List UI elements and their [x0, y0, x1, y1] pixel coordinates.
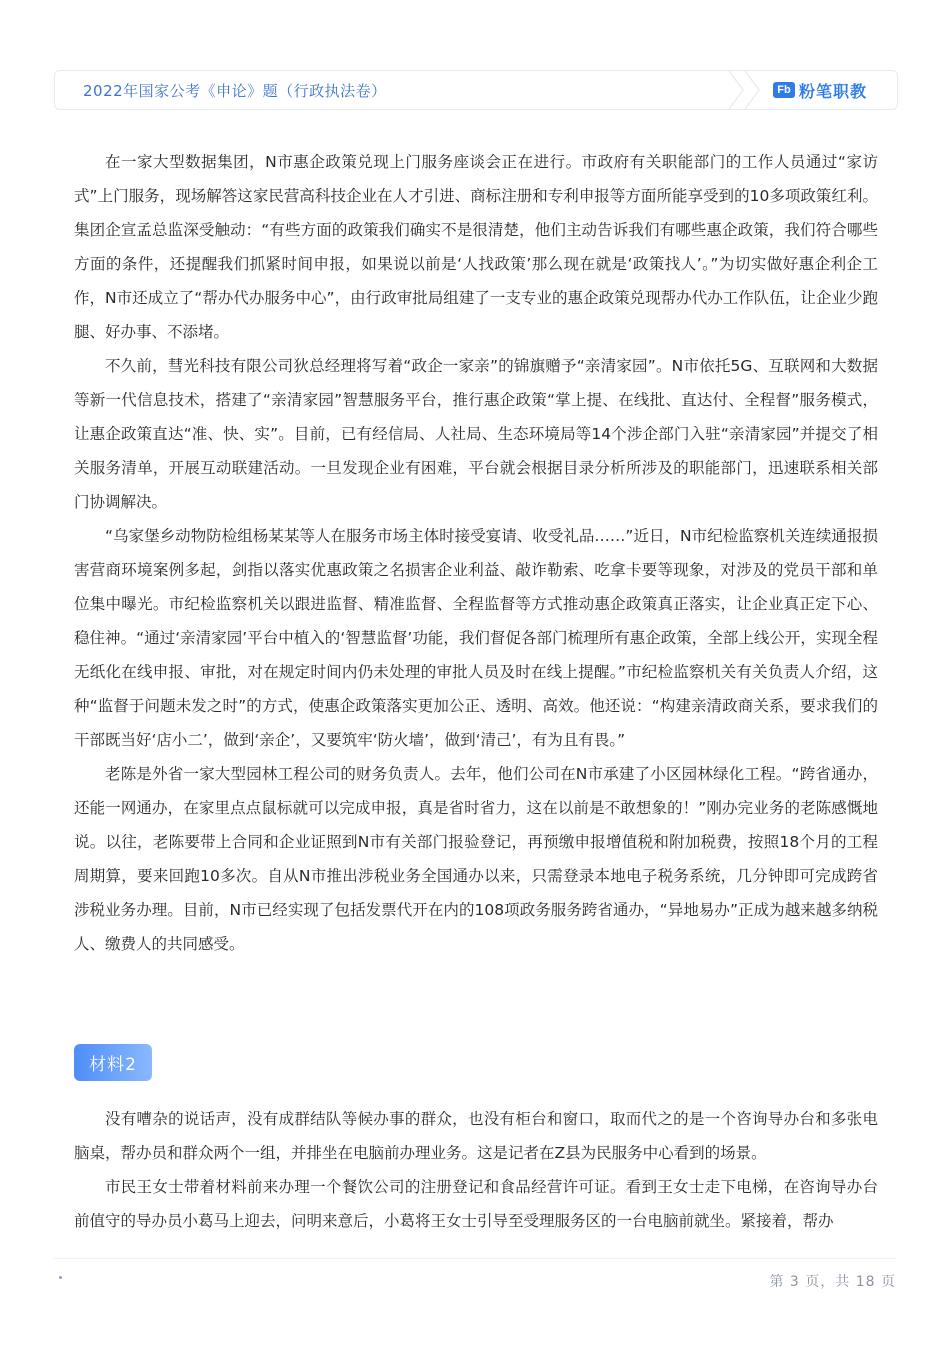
page-number: 第 3 页，共 18 页 — [769, 1274, 896, 1290]
chevron-divider-icon — [723, 71, 773, 109]
header-title: 2022年国家公考《申论》题（行政执法卷） — [83, 82, 387, 100]
brand-logo — [773, 77, 867, 103]
paragraph: 不久前，彗光科技有限公司狄总经理将写着“政企一家亲”的锦旗赠予“亲清家园”。N市依托5G、互联网和大数据等新一代信息技术，搭建了“亲清家园”智慧服务平台，推行惠企政策“掌上提、在线批、直达付、全程督”服务模式，让惠企政策直达“准、快、实”。目前，已有经信局、人社局、生态环境局等14个涉企部门入驻“亲清家园”并提交了相关服务清单，开展互动联建活动。一旦发现企业有困难，平台就会根据目录分析所涉及的职能部门，迅速联系相关部门协调解决。 — [74, 357, 878, 511]
material-2-tag: 材料2 — [74, 1044, 152, 1081]
paragraph: 在一家大型数据集团，N市惠企政策兑现上门服务座谈会正在进行。市政府有关职能部门的工作人员通过“家访式”上门服务，现场解答这家民营高科技企业在人才引进、商标注册和专利申报等方面所能享受到的10多项政策红利。集团企宣孟总监深受触动：“有些方面的政策我们确实不是很清楚，他们主动告诉我们有哪些惠企政策，我们符合哪些方面的条件，还提醒我们抓紧时间申报，如果说以前是‘人找政策’那么现在就是‘政策找人’。”为切实做好惠企利企工作，N市还成立了“帮办代办服务中心”，由行政审批局组建了一支专业的惠企政策兑现帮办代办工作队伍，让企业少跑腿、好办事、不添堵。 — [74, 153, 878, 341]
footer-divider — [54, 1258, 896, 1259]
paragraph: “乌家堡乡动物防检组杨某某等人在服务市场主体时接受宴请、收受礼品……”近日，N市纪检监察机关连续通报损害营商环境案例多起，剑指以落实优惠政策之名损害企业利益、敲诈勒索、吃拿卡要等现象，对涉及的党员干部和单位集中曝光。市纪检监察机关以跟进监督、精准监督、全程监督等方式推动惠企政策真正落实，让企业真正定下心、稳住神。“通过‘亲清家园’平台中植入的‘智慧监督’功能，我们督促各部门梳理所有惠企政策，全部上线公开，实现全程无纸化在线申报、审批，对在规定时间内仍未处理的审批人员及时在线上提醒。”市纪检监察机关有关负责人介绍，这种“监督于问题未发之时”的方式，使惠企政策落实更加公正、透明、高效。他还说：“构建亲清政商关系，要求我们的干部既当好‘店小二’，做到‘亲企’，又要筑牢‘防火墙’，做到‘清己’，有为且有畏。” — [74, 527, 878, 749]
brand-logo-icon: Fb — [773, 82, 795, 98]
paragraph: 没有嘈杂的说话声，没有成群结队等候办事的群众，也没有柜台和窗口，取而代之的是一个咨询导办台和多张电脑桌，帮办员和群众两个一组，并排坐在电脑前办理业务。这是记者在Z县为民服务中心看到的场景。 — [74, 1110, 878, 1162]
footer-dot — [59, 1276, 62, 1279]
material-2-body — [74, 1102, 878, 1238]
brand-logo-text: 粉笔职教 — [799, 81, 868, 101]
page-header — [54, 70, 898, 110]
paragraph: 市民王女士带着材料前来办理一个餐饮公司的注册登记和食品经营许可证。看到王女士走下电梯，在咨询导办台前值守的导办员小葛马上迎去，问明来意后，小葛将王女士引导至受理服务区的一台电脑前就坐。紧接着，帮办 — [74, 1178, 878, 1230]
paragraph: 老陈是外省一家大型园林工程公司的财务负责人。去年，他们公司在N市承建了小区园林绿化工程。“跨省通办，还能一网通办，在家里点点鼠标就可以完成申报，真是省时省力，这在以前是不敢想象的！”刚办完业务的老陈感慨地说。以往，老陈要带上合同和企业证照到N市有关部门报验登记，再预缴申报增值税和附加税费，按照18个月的工程周期算，要来回跑10多次。自从N市推出涉税业务全国通办以来，只需登录本地电子税务系统，几分钟即可完成跨省涉税业务办理。目前，N市已经实现了包括发票代开在内的108项政务服务跨省通办，“异地易办”正成为越来越多纳税人、缴费人的共同感受。 — [74, 765, 878, 953]
material-1-body — [74, 145, 878, 961]
